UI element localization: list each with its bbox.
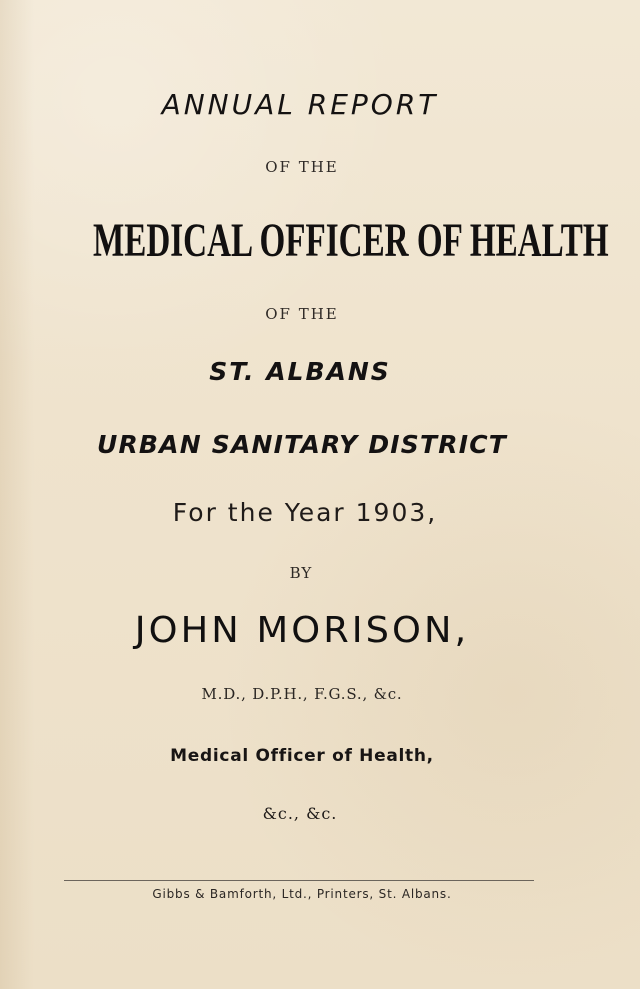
district-name: URBAN SANITARY DISTRICT [96,430,508,459]
author-office: Medical Officer of Health, [170,746,434,766]
printer-rule [64,880,534,881]
by-line: BY [289,564,313,582]
of-the-line-2: OF THE [265,305,339,323]
page-edge-shadow [0,0,34,989]
report-year: For the Year 1903, [172,498,438,527]
medical-officer-title: MEDICAL OFFICER OF HEALTH [93,214,609,267]
of-the-line-1: OF THE [265,158,339,176]
printer-imprint: Gibbs & Bamforth, Ltd., Printers, St. Albans. [152,887,452,901]
etc-line: &c., &c. [262,804,338,823]
author-name: JOHN MORISON, [134,610,470,651]
annual-report-heading: ANNUAL REPORT [161,88,439,121]
place-name: ST. ALBANS [209,357,391,386]
author-degrees: M.D., D.P.H., F.G.S., &c. [201,685,403,703]
